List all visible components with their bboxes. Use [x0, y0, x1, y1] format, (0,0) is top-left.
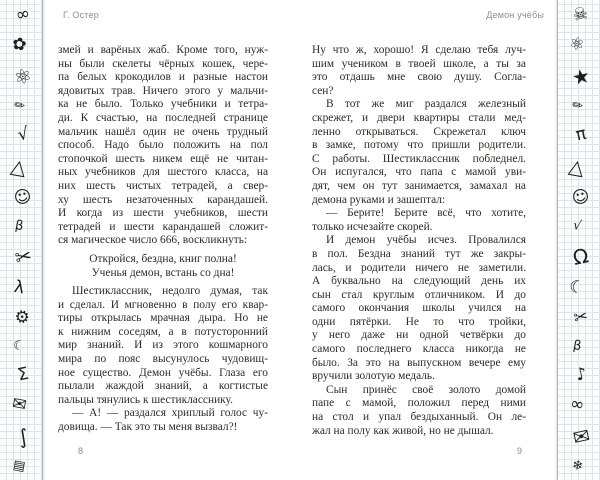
paragraph-block — [312, 207, 526, 234]
text-line: ленно открываться. Скрежетал ключ — [312, 125, 526, 138]
page-number-left: 8 — [78, 446, 84, 456]
text-line: па белых крокодилов и разные настои — [58, 71, 268, 84]
text-line: ху шесть незаточенных карандашей. — [58, 193, 268, 206]
doodle-gear-icon: ⚙ — [13, 306, 33, 330]
paragraph-block — [312, 384, 526, 438]
text-line: самого последнего класса никогда не — [312, 343, 526, 356]
text-line: сен? — [312, 84, 334, 97]
text-line: — Берите! Берите всё, что хотите, — [326, 207, 526, 220]
text-line: стопочкой шесть никем ещё не читан- — [58, 152, 268, 165]
doodle-envelope-icon: ✉ — [10, 393, 28, 416]
doodle-atom-icon: ⚛ — [567, 33, 587, 56]
doodle-square-root-icon: √ — [15, 123, 31, 146]
text-line: — А! — раздался хриплый голос чу- — [72, 407, 268, 420]
doodle-atom-icon: ⚛ — [11, 63, 35, 91]
doodle-envelope-icon: ✉ — [570, 423, 592, 451]
doodle-smiley-icon: ☺ — [12, 186, 34, 210]
doodle-integral-icon: ∫ — [15, 423, 31, 450]
text-line: ны были скелеты чёрных кошек, чере- — [58, 57, 268, 70]
right-page — [312, 0, 544, 480]
doodle-lambda-icon: λ — [12, 276, 26, 299]
text-line: жал на полу как живой, но не дышал. — [312, 424, 494, 437]
running-header-title: Демон учёбы — [486, 10, 544, 20]
text-line: шим учеником в твоей школе, а ты за — [312, 57, 526, 70]
text-line: сын стал круглым отличником. И до — [312, 288, 526, 301]
text-line: них шесть чистых тетрадей, а свер- — [58, 179, 268, 192]
text-line: самого окончания школы учился на — [312, 302, 526, 315]
text-line: ядовитых трав. Ничего этого у мальчи- — [58, 84, 268, 97]
paragraph-block — [58, 285, 268, 407]
page-number-right: 9 — [516, 446, 522, 456]
doodle-snowflake-icon: ❄ — [570, 458, 584, 475]
text-line: Откройся, бездна, книг полна! — [89, 252, 237, 265]
doodle-triangle-icon: △ — [9, 153, 29, 180]
doodle-music-note-icon: ♪ — [573, 363, 589, 386]
text-line: вручили золотую медаль. — [312, 370, 435, 383]
text-line: ка не было. Только учебники и тетра- — [58, 98, 268, 111]
text-line: ных учебников для шестого класса, на — [58, 166, 268, 179]
doodle-infinity-icon: ∞ — [568, 393, 586, 416]
doodle-infinity-icon: ∞ — [13, 2, 32, 26]
doodle-triangle-icon: △ — [567, 153, 587, 180]
left-page — [58, 0, 268, 480]
text-line: И когда из шести учебников, шести — [58, 207, 268, 220]
text-line: змей и варёных жаб. Кроме того, нуж- — [58, 44, 268, 56]
text-line: пылали жаждой знаний, а когтистые — [58, 380, 268, 393]
text-line: Ученья демон, встань со дна! — [91, 266, 235, 279]
text-line: это отдашь мне свою душу. Согла- — [312, 71, 526, 84]
text-line: ся магическое число 666, воскликнуть: — [58, 234, 248, 247]
text-line: тиры открылась мрачная дыра. Но не — [58, 312, 268, 325]
doodle-skull-icon: ☠ — [571, 2, 591, 26]
paragraph-block — [312, 44, 526, 98]
text-line: довища. — Так это ты меня вызвал?! — [58, 421, 238, 434]
text-line: способ. Надо было положить на пол — [58, 139, 268, 152]
text-area — [58, 44, 268, 435]
doodle-moon-icon: ☾ — [567, 276, 587, 299]
text-line: И демон учёбы исчез. Провалился — [326, 234, 526, 247]
paragraph-block — [58, 407, 268, 434]
text-line: С работы. Шестиклассник побледнел. — [312, 152, 526, 165]
text-line: ди. К счастью, на последней странице — [58, 111, 268, 124]
paragraph-block — [58, 44, 268, 248]
text-line: лась, и родители ничего не заметили. — [312, 261, 526, 274]
text-line: А буквально на следующий день их — [312, 275, 526, 288]
text-line: у него даже ни одной четвёрки до — [312, 329, 526, 342]
text-line: ное существо. Демон учёбы. Глаза его — [58, 366, 268, 379]
doodle-beta-icon: β — [571, 338, 583, 355]
doodle-smiley-icon: ☺ — [570, 186, 592, 210]
text-line: папе с мамой, положил перед ними — [312, 397, 526, 410]
text-line: пальцы тянулись к шестикласснику. — [58, 393, 233, 406]
doodle-pencil-icon: ✏ — [12, 98, 26, 115]
doodle-sigma-icon: Σ — [15, 363, 31, 386]
doodle-scissors-icon: ✂ — [571, 306, 590, 329]
text-line: в пол. Бездна знаний тут же закры- — [312, 247, 526, 260]
text-line: к нижним соседям, а в потусторонний — [58, 325, 268, 338]
text-line: дят, чем он тут занимается, замахал на — [312, 179, 526, 192]
text-line: только исчезайте скорей. — [312, 220, 433, 233]
text-line: Шестиклассник, недолго думая, так — [72, 285, 268, 298]
doodle-square-root-icon: √ — [571, 218, 583, 235]
right-doodle-margin — [557, 0, 600, 480]
text-area — [312, 44, 526, 438]
paragraph-block — [312, 98, 526, 207]
left-doodle-margin — [0, 0, 43, 480]
text-line: Он испугался, что папа с мамой уви- — [312, 166, 526, 179]
text-line: мир знаний. И из этого кошмарного — [58, 339, 268, 352]
doodle-beta-icon: β — [13, 218, 25, 235]
doodle-omega-icon: Ω — [570, 242, 591, 270]
text-line: тетрадей и шести карандашей сложит- — [58, 220, 268, 233]
doodle-pi-icon: π — [573, 123, 588, 146]
text-line: демона руками и зашептал: — [312, 193, 446, 206]
verse-block — [58, 253, 268, 280]
running-header-author: Г. Остер — [63, 10, 99, 20]
text-line: Ну что ж, хорошо! Я сделаю тебя луч- — [312, 44, 526, 56]
text-line: мальчик нашёл один не очень трудный — [58, 125, 268, 138]
paragraph-block — [312, 234, 526, 384]
text-line: скрежет, и двери квартиры стали мед- — [312, 111, 526, 124]
text-line: одни пятёрки. Не то что тройки, — [312, 315, 526, 328]
text-line: мира по пояс высунулось чудовищ- — [58, 353, 268, 366]
doodle-moon-icon: ☾ — [11, 338, 27, 355]
text-line: было. За это на выпускном вечере ему — [312, 356, 526, 369]
text-line: и сделал. И мгновенно в полу его квар- — [58, 298, 268, 311]
doodle-flower-icon: ✿ — [10, 33, 28, 56]
doodle-ruler-icon: ▤ — [11, 458, 27, 475]
text-line: В тот же миг раздался железный — [326, 98, 526, 111]
text-line: Сын принёс своё золото домой — [326, 383, 526, 396]
text-line: на стол и упал бездыханный. Он ле- — [312, 411, 526, 424]
text-line: в замке, потому что пришли родители. — [312, 139, 526, 152]
doodle-star-icon: ★ — [569, 63, 593, 91]
doodle-pencil-icon: ✏ — [570, 98, 584, 115]
doodle-scissors-icon: ✂ — [12, 242, 34, 270]
